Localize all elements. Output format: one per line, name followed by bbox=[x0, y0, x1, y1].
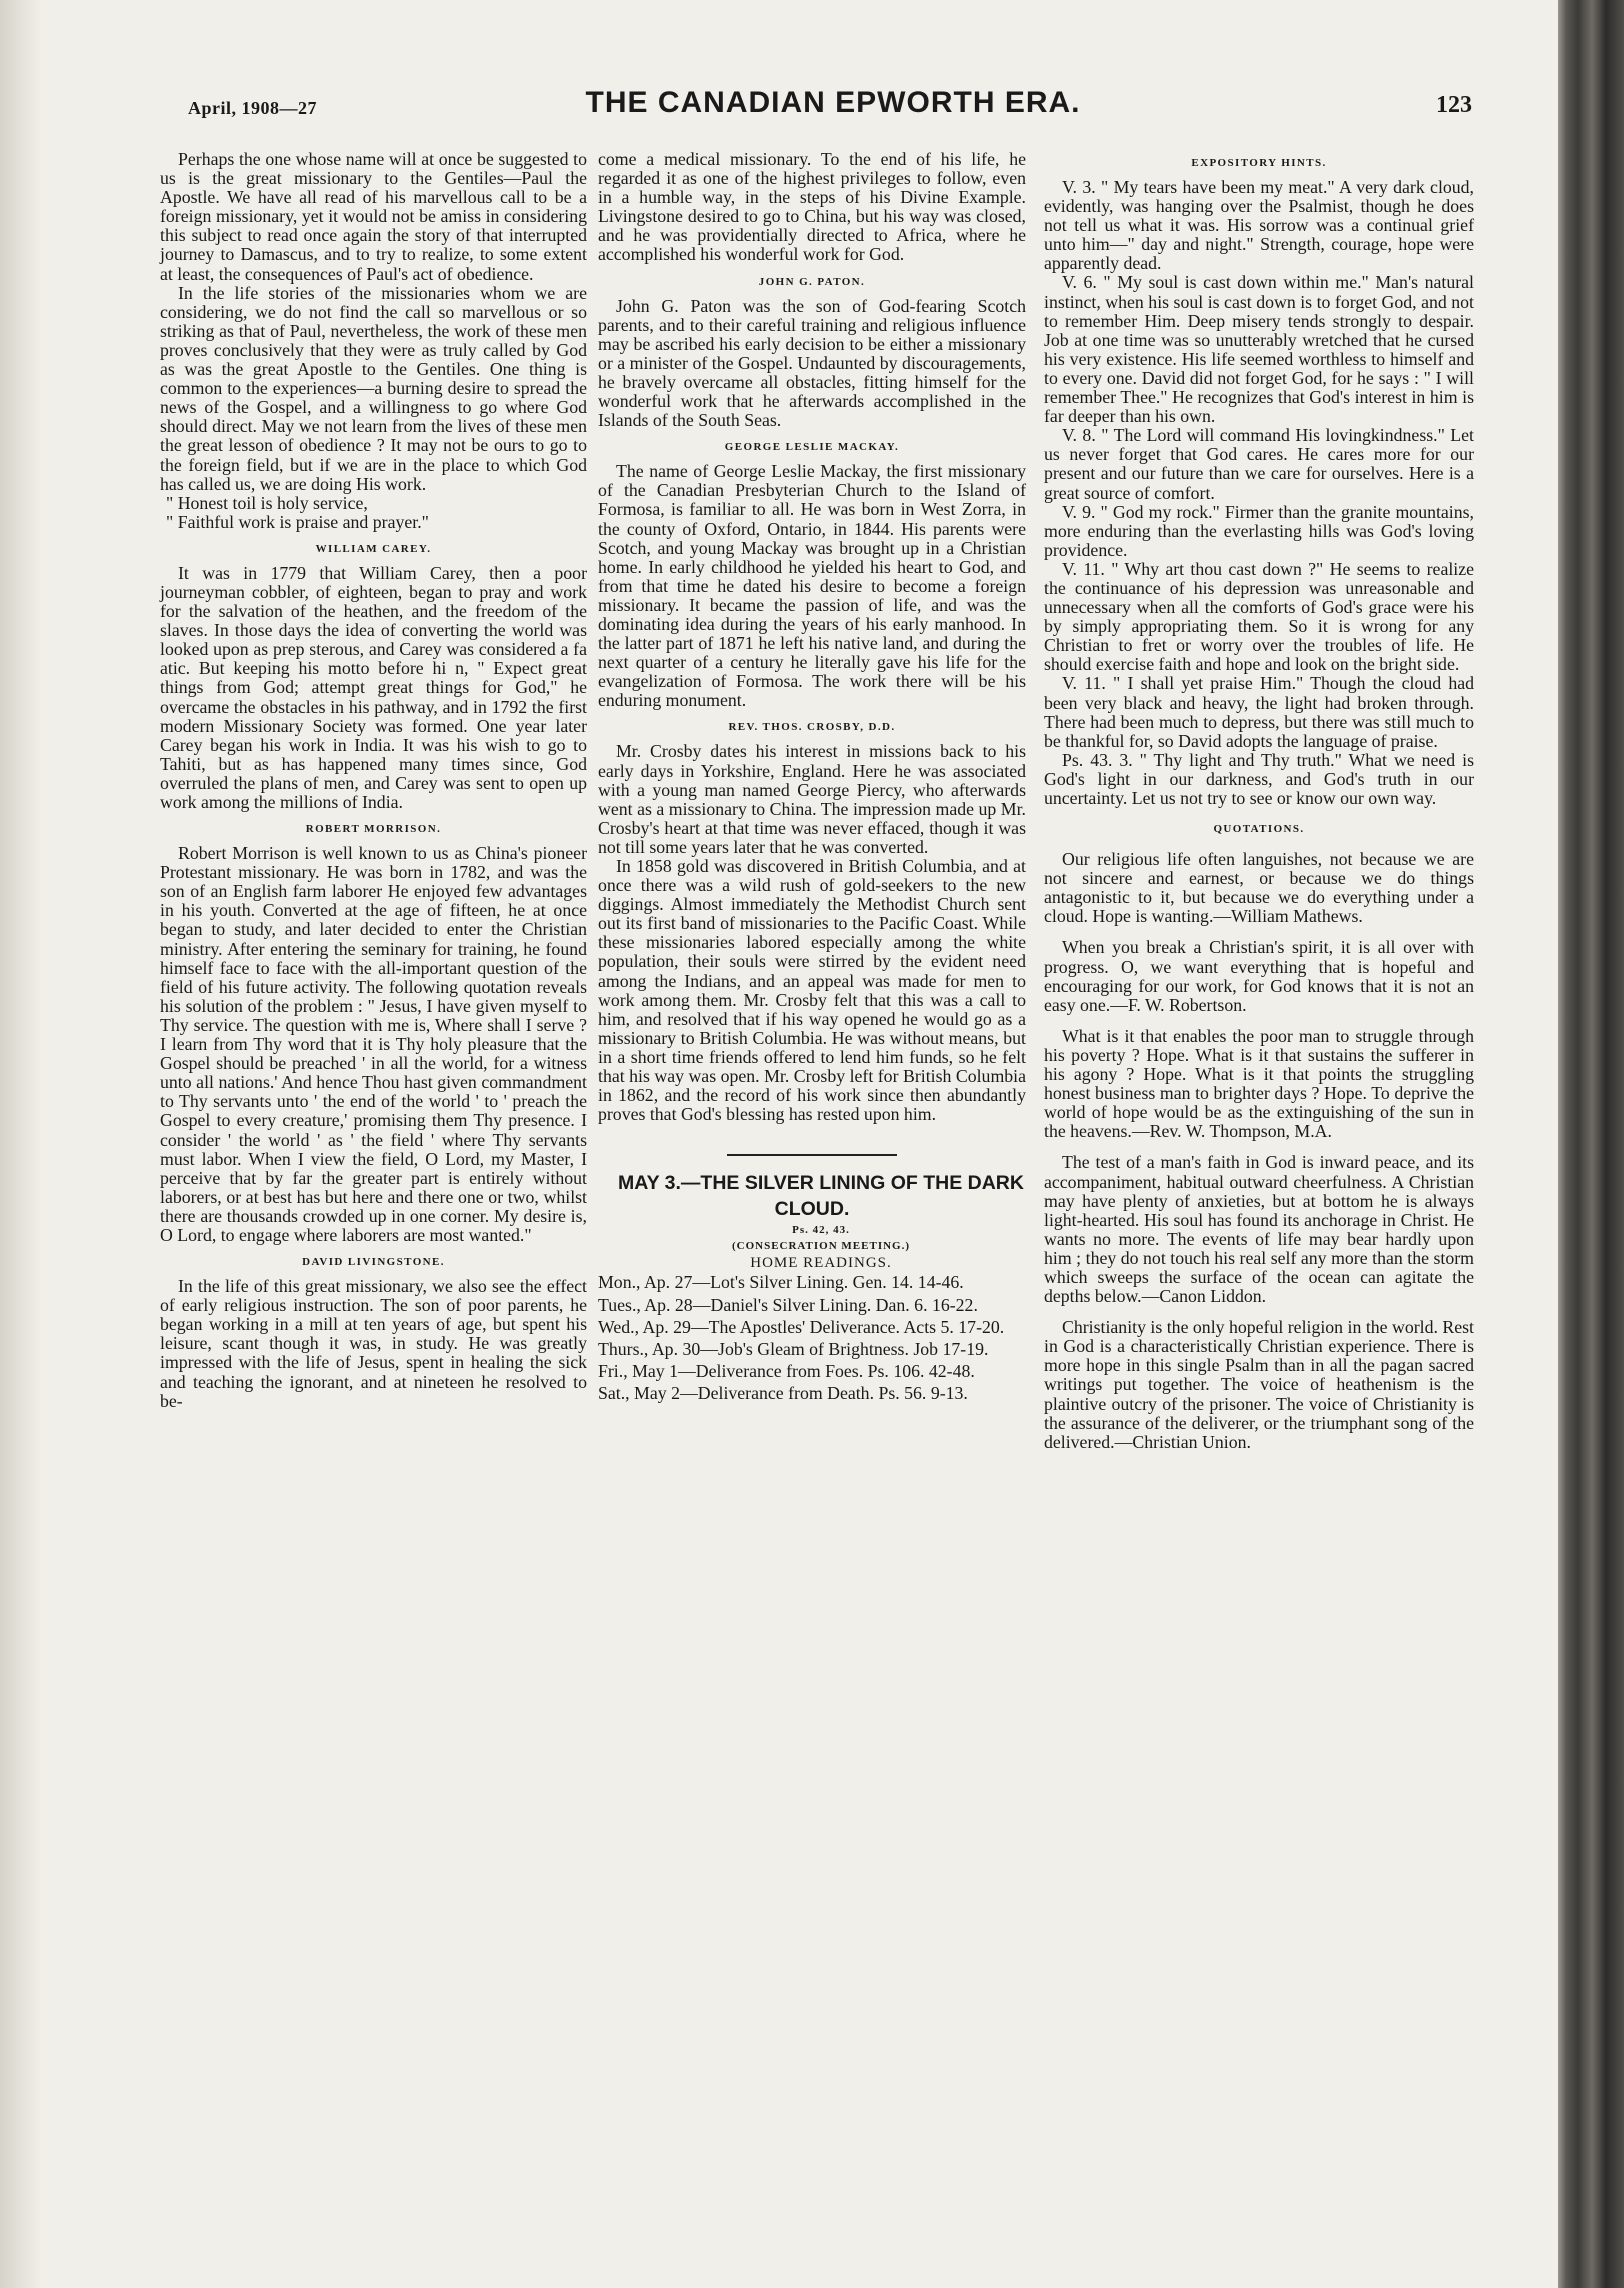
paragraph: In 1858 gold was discovered in British Columbia, and at once there was a wild rush of gold-seekers to the new diggings. Almost immediately the Methodist Church sent out its first band of missionaries to the Pacific Coast. While these missionaries labored especially among the white population, their souls were stirred by the evident need among the Indians, and an appeal was made for men to work among them. Mr. Crosby felt that this was a call to him, and resolved that if his way opened he would go as a missionary to British Columbia. He was without means, but in a short time friends offered to lend him funds, so he felt that his way was open. Mr. Crosby left for British Columbia in 1862, and the record of his work since then abundantly proves that God's blessing has rested upon him. bbox=[598, 856, 1026, 1125]
paragraph: In the life of this great missionary, we also see the effect of early religious instruction. The son of poor parents, he began working in a mill at ten years of age, but spent his leisure, scant though it was, in study. He was greatly impressed with the life of Jesus, spent in healing the sick and teaching the ignorant, and at nineteen he resolved to be- bbox=[160, 1276, 587, 1411]
paragraph: Mr. Crosby dates his interest in missions back to his early days in Yorkshire, England. Here he was associated with a young man named George Piercy, who afterwards went as a missionary to China. The impression made up Mr. Crosby's heart at that time was never effaced, though it was not till some years later that he was converted. bbox=[598, 741, 1026, 857]
page-header bbox=[188, 86, 1478, 136]
page-number: 123 bbox=[1436, 92, 1472, 118]
verse-line: " Faithful work is praise and prayer." bbox=[166, 511, 429, 532]
section-heading: WILLIAM CAREY. bbox=[315, 542, 432, 555]
reading-item: Wed., Ap. 29—The Apostles' Deliverance. Acts 5. 17-20. bbox=[598, 1316, 1005, 1337]
section-heading: QUOTATIONS. bbox=[1213, 823, 1305, 836]
section-divider bbox=[727, 1154, 897, 1156]
section-heading: EXPOSITORY HINTS. bbox=[1191, 157, 1327, 169]
section-heading: JOHN G. PATON. bbox=[758, 275, 866, 288]
scripture-reference: Ps. 42, 43. bbox=[792, 1224, 850, 1237]
section-heading: REV. THOS. CROSBY, D.D. bbox=[728, 721, 896, 734]
reading-item: Thurs., Ap. 30—Job's Gleam of Brightness. Job 17-19. bbox=[598, 1338, 989, 1359]
quotation: When you break a Christian's spirit, it is all over with progress. O, we want everything that is hopeful and encouraging for our work, for God knows that it is not an easy one.—F. W. Robertson. bbox=[1044, 937, 1474, 1015]
header-date: April, 1908—27 bbox=[188, 98, 318, 118]
paragraph: V. 11. " Why art thou cast down ?" He seems to realize the continuance of his depression was unreasonable and unnecessary when all the comforts of God's grace were his by simply appropriating them. So it is wrong for any Christian to fret or worry over the troubles of life. He should exercise faith and hope and look on the bright side. bbox=[1044, 558, 1474, 675]
column-right bbox=[1044, 150, 1474, 1452]
paragraph: John G. Paton was the son of God-fearing Scotch parents, and to their careful training and religious influence may be ascribed his early decision to be either a missionary or a minister of the Gospel. Undaunted by discouragements, he bravely overcame all obstacles, fitting himself for the wonderful work that he afterwards accomplished in the Islands of the South Seas. bbox=[598, 295, 1026, 431]
meeting-type: (CONSECRATION MEETING.) bbox=[731, 1240, 911, 1253]
reading-item: Sat., May 2—Deliverance from Death. Ps. 56. 9-13. bbox=[598, 1382, 968, 1403]
column-middle bbox=[598, 150, 1026, 1406]
quotation: Our religious life often languishes, not because we are not sincere and earnest, or because we do things antagonistic to it, but because we do everything under a cloud. Hope is wanting.—William Mathews. bbox=[1044, 849, 1474, 927]
paragraph: In the life stories of the missionaries whom we are considering, we do not find the call so marvellous or so striking as that of Paul, nevertheless, the work of these men proves conclusively that they were as truly called by God as was the great Apostle to the Gentiles. One thing is common to the experiences—a burning desire to spread the news of the Gospel, and a willingness to go where God should direct. May we not learn from the lives of these men the great lesson of obedience ? It may not be ours to go to the foreign field, but if we are in the place to which God has called us, we are doing His work. bbox=[160, 282, 587, 494]
paragraph: Robert Morrison is well known to us as China's pioneer Protestant missionary. He was born in 1782, and was the son of an English farm laborer He enjoyed few advantages in his youth. Converted at the age of fifteen, he at once began to study, and later decided to enter the Christian ministry. After entering the seminary for training, he found himself face to face with the all-important question of the field of his future activity. The following quotation reveals his solution of the problem : " Jesus, I have given myself to Thy service. The question with me is, Where shall I serve ? I learn from Thy word that it is Thy holy pleasure that the Gospel should be preached ' in all the world, for a witness unto all nations.' And hence Thou hast given commandment to Thy servants unto ' the end of the world ' to ' preach the Gospel to every creature,' promising them Thy presence. I consider ' the world ' as ' the field ' where Thy servants must labor. When I view the field, O Lord, my Master, I perceive that by far the greater part is entirely without laborers, or at best has but here and there one or two, whilst there are thousands crowded up in one corner. My desire is, O Lord, to engage where laborers are most wanted." bbox=[160, 843, 587, 1245]
page-edge-shadow bbox=[0, 0, 42, 2288]
verse-line: " Honest toil is holy service, bbox=[166, 492, 368, 513]
paragraph: The name of George Leslie Mackay, the first missionary of the Canadian Presbyterian Church to the Island of Formosa, is familiar to all. He was born in West Zorra, in the county of Oxford, Ontario, in 1844. His parents were Scotch, and young Mackay was brought up in a Christian home. In early childhood he yielded his heart to God, and from that time he dated his desire to become a foreign missionary. It became the passion of life, and was the dominating idea during the years of his early manhood. In the latter part of 1871 he left his native land, and during the next quarter of a century he literally gave his life for the evangelization of Formosa. The work there will be his enduring monument. bbox=[598, 461, 1026, 711]
home-readings-heading: HOME READINGS. bbox=[750, 1255, 892, 1272]
section-heading: GEORGE LESLIE MACKAY. bbox=[724, 441, 900, 454]
paragraph: come a medical missionary. To the end of his life, he regarded it as one of the highest privileges to follow, even in a humble way, in the steps of his Divine Example. Livingstone desired to go to China, but his way was closed, and he was providentially directed to Africa, where he accomplished his wonderful work for God. bbox=[598, 149, 1026, 265]
paragraph: V. 11. " I shall yet praise Him." Though the cloud had been very black and heavy, the light had broken through. There had been much to depress, but there was still much to be thankful for, so David adopts the language of praise. bbox=[1044, 673, 1474, 751]
quotation: What is it that enables the poor man to struggle through his poverty ? Hope. What is it that sustains the sufferer in his agony ? Hope. What is it that points the struggling honest business man to brighter days ? Hope. To deprive the world of hope would be as the extinguishing of the sun in the heavens.—Rev. W. Thompson, M.A. bbox=[1044, 1025, 1474, 1142]
paragraph: V. 9. " God my rock." Firmer than the granite mountains, more enduring than the everlasting hills was God's loving providence. bbox=[1044, 501, 1474, 560]
section-heading: ROBERT MORRISON. bbox=[305, 823, 442, 836]
masthead-title: THE CANADIAN EPWORTH ERA. bbox=[585, 86, 1081, 119]
reading-item: Tues., Ap. 28—Daniel's Silver Lining. Dan. 6. 16-22. bbox=[598, 1294, 978, 1315]
lesson-title: MAY 3.—THE SILVER LINING OF THE DARK CLOUD. bbox=[618, 1172, 1024, 1221]
paragraph: Ps. 43. 3. " Thy light and Thy truth." What we need is God's light in our darkness, and God's truth in our uncertainty. Let us not try to see or know our own way. bbox=[1044, 749, 1474, 808]
reading-item: Mon., Ap. 27—Lot's Silver Lining. Gen. 14. 14-46. bbox=[598, 1272, 964, 1293]
paragraph: Perhaps the one whose name will at once be suggested to us is the great missionary to the Gentiles—Paul the Apostle. We have all read of his marvellous call to be a foreign missionary, yet it would not be amiss in considering this subject to read once again the story of that interrupted journey to Damascus, and to try to realize, to some extent at least, the consequences of Paul's act of obedience. bbox=[160, 149, 587, 284]
paragraph: V. 6. " My soul is cast down within me." Man's natural instinct, when his soul is cast down is to forget God, and not to remember Him. Deep misery tends strongly to despair. Job at one time was so unutterably wretched that he cursed his very existence. His life seemed worthless to himself and to every one. David did not forget God, for he says : " I will remember Thee." He recognizes that God's interest in him is far deeper than his own. bbox=[1044, 272, 1474, 427]
book-binding bbox=[1558, 0, 1624, 2288]
paragraph: It was in 1779 that William Carey, then a poor journeyman cobbler, of eighteen, began to pray and work for the salvation of the heathen, and the freedom of the slaves. In those days the idea of converting the world was looked upon as prep sterous, and Carey was considered a fa atic. But keeping his motto before hi n, " Expect great things from God; attempt great things for God," he overcame the obstacles in his pathway, and in 1792 the first modern Missionary Society was formed. One year later Carey began his work in India. It was his wish to go to Tahiti, but as has happened many times since, God overruled the plans of men, and Carey was sent to open up work among the millions of India. bbox=[160, 562, 587, 812]
reading-item: Fri., May 1—Deliverance from Foes. Ps. 106. 42-48. bbox=[598, 1360, 975, 1381]
section-heading: DAVID LIVINGSTONE. bbox=[302, 1256, 445, 1269]
quotation: The test of a man's faith in God is inward peace, and its accompaniment, habitual outward cheerfulness. A Christian may have plenty of anxieties, but at bottom he is always light-hearted. His soul has found its anchorage in Christ. He wants no more. The events of life may bear hardly upon him ; they do not touch his real self any more than the storm which sweeps the surface of the ocean can agitate the depths below.—Canon Liddon. bbox=[1044, 1152, 1474, 1307]
paragraph: V. 3. " My tears have been my meat." A very dark cloud, evidently, was hanging over the Psalmist, though he does not tell us what it was. His sorrow was a continual grief unto him—" day and night." Strength, courage, hope were apparently dead. bbox=[1044, 177, 1474, 274]
paragraph: V. 8. " The Lord will command His lovingkindness." Let us never forget that God cares. He cares more for our present and our future than we care for ourselves. Here is a great source of comfort. bbox=[1044, 425, 1474, 503]
column-left bbox=[160, 150, 587, 1411]
quotation: Christianity is the only hopeful religion in the world. Rest in God is a characteristically Christian experience. There is more hope in this single Psalm than in all the pagan sacred writings put together. The voice of heathenism is the plaintive outcry of the prisoner. The voice of Christianity is the assurance of the deliverer, or the triumphant song of the delivered.—Christian Union. bbox=[1044, 1317, 1474, 1452]
